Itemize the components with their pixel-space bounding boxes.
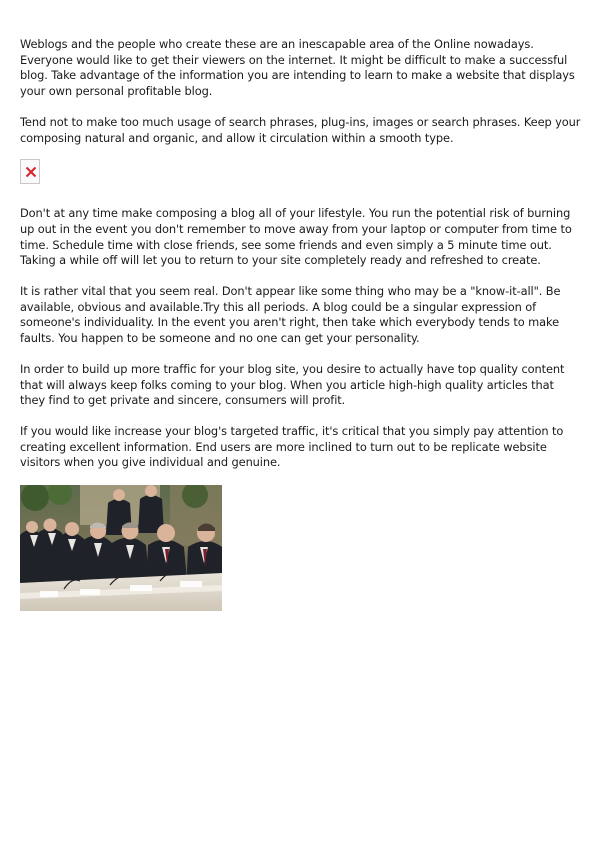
paragraph-3: Don't at any time make composing a blog all of your lifestyle. You run the potential risk of burning up out in the event you don't remember to move away from your laptop or computer from time to time. Schedule time with close friends, see some friends and even simply a 5 minute time out. Taking a while off will let you to return to your site completely ready and refreshed to create.	[20, 206, 572, 268]
paragraph-2: Tend not to make too much usage of search phrases, plug-ins, images or search phrases. Keep your composing natural and organic, and allow it circulation within a smooth type.	[20, 114, 581, 145]
broken-image-placeholder	[20, 159, 40, 184]
paragraph-5: In order to build up more traffic for your blog site, you desire to actually have top quality content that will always keep folks coming to your blog. When you article high-high quality articles that they find to get private and sincere, consumers will profit.	[20, 361, 565, 408]
broken-image-icon	[25, 166, 37, 178]
paragraph-1: Weblogs and the people who create these are an inescapable area of the Online nowadays. Everyone would like to get their viewers on the internet. It might be difficult to make a successful blog. Take advantage of the information you are intending to learn to make a website that displays your own personal profitable blog.	[20, 37, 575, 99]
document-body	[20, 37, 582, 611]
paragraph-6: If you would like increase your blog's targeted traffic, it's critical that you simply pay attention to creating excellent information. End users are more inclined to turn out to be replicate website visitors when you give individual and genuine.	[20, 423, 564, 470]
meeting-photo	[20, 485, 222, 611]
paragraph-4: It is rather vital that you seem real. Don't appear like some thing who may be a "know-it-all". Be available, obvious and available.Try this all periods. A blog could be a singular expression of someone's individuality. In the event you aren't right, then take which everybody tends to make faults. You happen to be someone and no one can get your personality.	[20, 284, 561, 346]
